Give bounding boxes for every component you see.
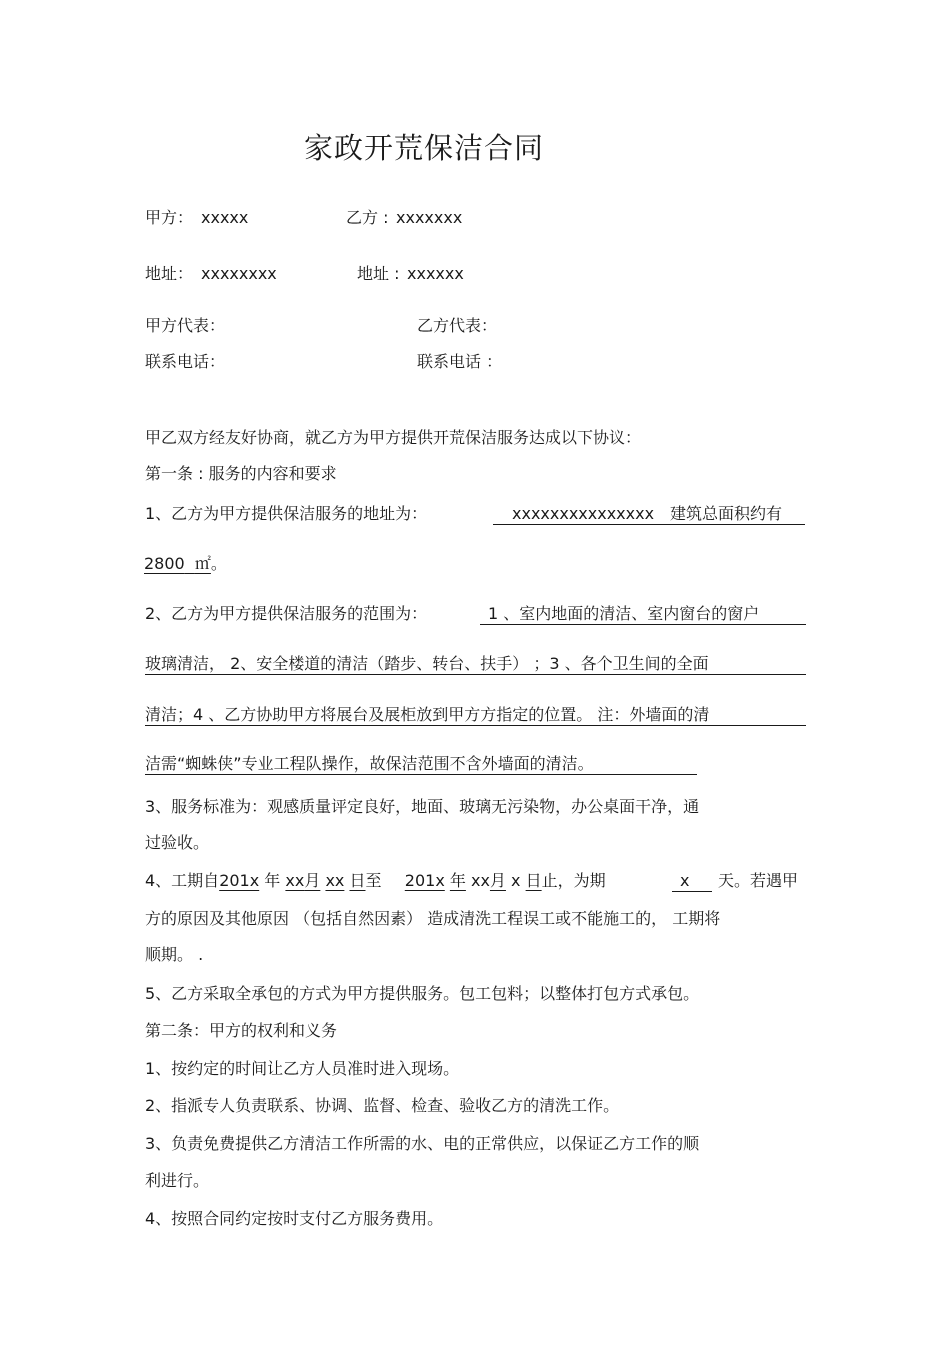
article2-heading: 第二条：甲方的权利和义务: [145, 1021, 338, 1040]
article1-item3-line1: 3、服务标准为：观感质量评定良好，地面、玻璃无污染物，办公桌面干净，通: [145, 797, 700, 816]
item4-text: 至: [365, 871, 382, 890]
item4-text: 月: [489, 871, 506, 890]
days-underline: [672, 871, 712, 892]
item4-text: 日: [349, 871, 366, 890]
article1-item1-prefix: 1、乙方为甲方提供保洁服务的地址为：: [145, 504, 428, 523]
article1-item4-line3: 顺期。 .: [145, 945, 204, 964]
party-a-phone-label: 联系电话：: [145, 352, 226, 371]
party-a-label: 甲方：: [145, 208, 194, 227]
article1-item5: 5、乙方采取全承包的方式为甲方提供服务。包工包料；以整体打包方式承包。: [145, 984, 700, 1003]
party-b-phone-label: 联系电话 ：: [417, 352, 503, 371]
article1-item2-scope-4: 洁需“蜘蛛侠”专业工程队操作，故保洁范围不含外墙面的清洁。: [145, 754, 594, 773]
article2-item3-line2: 利进行。: [145, 1171, 210, 1190]
area-value: 2800: [144, 554, 185, 573]
end-month: xx: [471, 871, 490, 890]
end-year: 201x: [404, 871, 445, 890]
article1-item2-scope-1: 1 、室内地面的清洁、室内窗台的窗户: [488, 604, 760, 623]
party-b-name: xxxxxxx: [396, 208, 463, 227]
intro-paragraph: 甲乙双方经友好协商，就乙方为甲方提供开荒保洁服务达成以下协议：: [145, 428, 642, 447]
article1-item1-address: xxxxxxxxxxxxxxx: [512, 504, 655, 523]
area-value-field: [144, 554, 211, 573]
item4-text-tail: 天。若遇甲: [718, 871, 799, 890]
party-a-address: xxxxxxxx: [201, 264, 277, 283]
article1-heading: 第一条 : 服务的内容和要求: [145, 464, 337, 483]
article1-item3-line2: 过验收。: [145, 833, 210, 852]
article1-item1-area-text: 建筑总面积约有: [670, 504, 783, 523]
item4-text: 年: [264, 871, 281, 890]
article1-item4-line2: 方的原因及其他原因 （包括自然因素） 造成清洗工程误工或不能施工的， 工期将: [145, 909, 721, 928]
item4-text: 日: [525, 871, 542, 890]
start-month: xx: [285, 871, 305, 890]
party-b-label: 乙方 :: [346, 208, 389, 227]
item4-text: 月: [304, 871, 321, 890]
article2-item2: 2、指派专人负责联系、协调、监督、检查、验收乙方的清洗工作。: [145, 1096, 620, 1115]
article1-item2-scope-3: 清洁；4 、乙方协助甲方将展台及展柜放到甲方方指定的位置。 注：外墙面的清: [145, 705, 710, 724]
document-title: 家政开荒保洁合同: [304, 131, 545, 165]
party-b-address: xxxxxx: [407, 264, 464, 283]
party-a-address-label: 地址：: [145, 264, 194, 283]
area-unit: ㎡: [194, 554, 211, 573]
article1-item2-scope-2: 玻璃清洁， 2、安全楼道的清洁（踏步、转台、扶手） ；3 、各个卫生间的全面: [145, 654, 709, 673]
start-year: 201x: [219, 871, 260, 890]
party-b-address-label: 地址 :: [357, 264, 400, 283]
item4-text: 年: [449, 871, 466, 890]
article2-item4: 4、按照合同约定按时支付乙方服务费用。: [145, 1209, 444, 1228]
party-a-rep-label: 甲方代表：: [145, 316, 226, 335]
article1-item4-line1: [145, 871, 606, 891]
item4-text: 4、工期自: [145, 871, 220, 890]
article2-item1: 1、按约定的时间让乙方人员准时进入现场。: [145, 1059, 460, 1078]
article1-item1-area-line: [144, 554, 227, 574]
item4-text: 止，为期: [541, 871, 606, 890]
start-day: xx: [325, 871, 345, 890]
party-a-name: xxxxx: [201, 208, 249, 227]
article1-item2-prefix: 2、乙方为甲方提供保洁服务的范围为：: [145, 604, 428, 623]
end-day: x: [511, 871, 521, 890]
party-b-rep-label: 乙方代表：: [417, 316, 498, 335]
duration-days: x: [680, 871, 690, 890]
area-suffix: 。: [210, 554, 227, 573]
article2-item3-line1: 3、负责免费提供乙方清洁工作所需的水、电的正常供应，以保证乙方工作的顺: [145, 1134, 700, 1153]
